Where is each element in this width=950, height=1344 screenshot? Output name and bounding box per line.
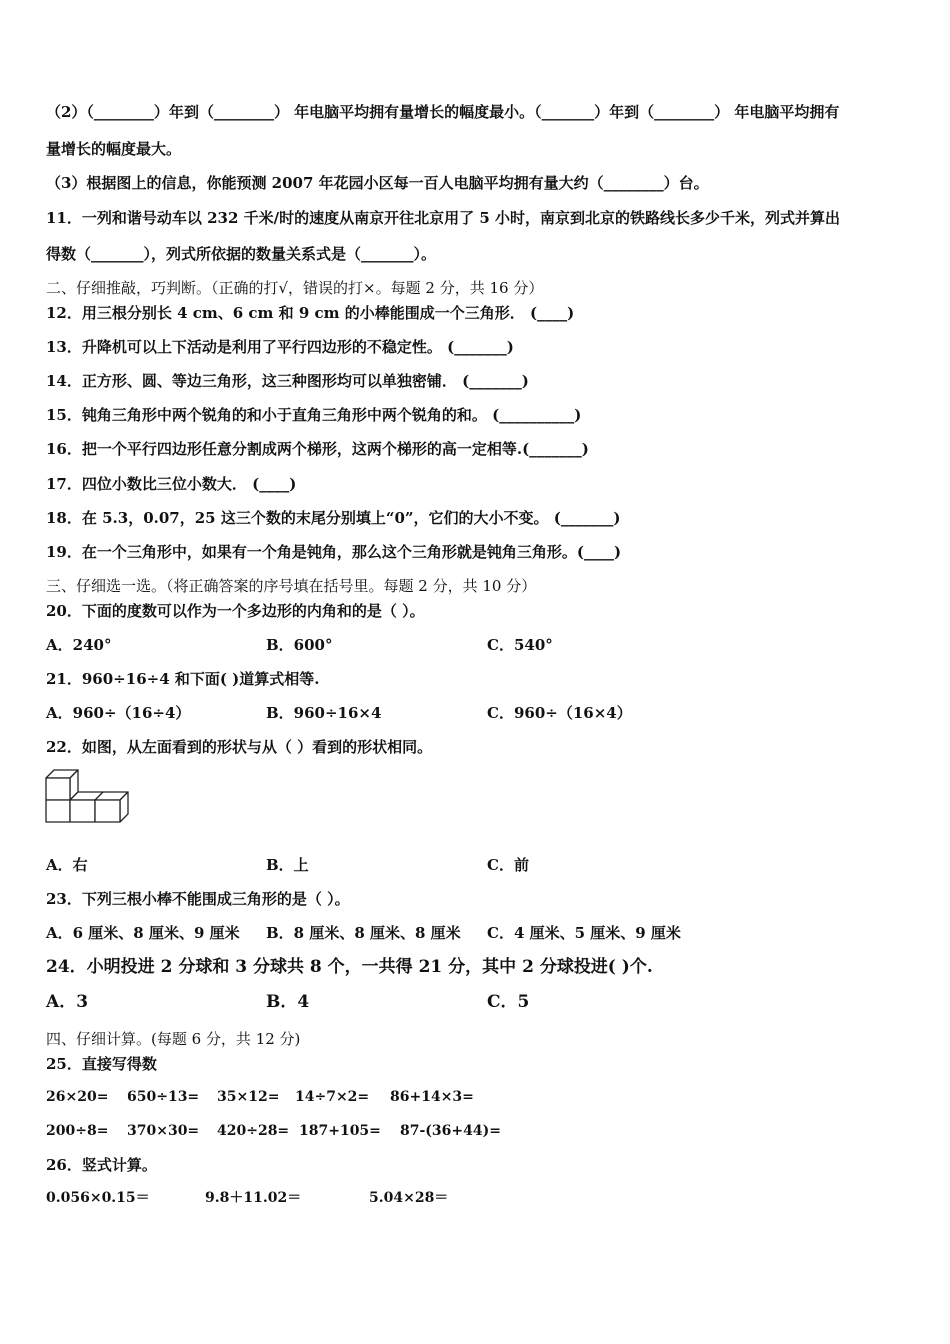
q21-option-b: B．960÷16×4 [266,704,382,722]
q23-option-b: B．8 厘米、8 厘米、8 厘米 [266,924,461,942]
q25-r2-item2: 370×30= [127,1123,200,1139]
q26-stem: 26．竖式计算。 [46,1156,157,1174]
q25-r2-item5: 87-(36+44)= [400,1123,501,1139]
q17: 17．四位小数比三位小数大． (____) [46,475,297,493]
q25-r1-item5: 86+14×3= [390,1089,474,1105]
q23-stem: 23．下列三根小棒不能围成三角形的是（ ）。 [46,890,350,908]
q19: 19．在一个三角形中，如果有一个角是钝角，那么这个三角形就是钝角三角形。(____) [46,543,622,561]
q11-line1: 11．一列和谐号动车以 232 千米/时的速度从南京开往北京用了 5 小时，南京到北京的铁路线长多少千米，列式并算出 [46,209,840,227]
q11-line2: 得数（_______），列式所依据的数量关系式是（_______）。 [46,245,437,263]
q25-r1-item2: 650÷13= [127,1089,200,1105]
q16: 16．把一个平行四边形任意分割成两个梯形，这两个梯形的高一定相等.(_______) [46,440,589,458]
q23-option-c: C．4 厘米、5 厘米、9 厘米 [487,924,681,942]
q24-option-c: C．5 [487,992,530,1012]
q22-stem: 22．如图，从左面看到的形状与从（ ）看到的形状相同。 [46,738,433,756]
q26-item1: 0.056×0.15＝ [46,1190,150,1206]
q21-option-a: A．960÷（16÷4） [46,704,191,722]
q25-r2-item1: 200÷8= [46,1123,109,1139]
q20-option-a: A．240° [46,636,112,654]
section3-heading: 三、仔细选一选。（将正确答案的序号填在括号里。每题 2 分，共 10 分） [46,577,537,595]
q24-option-b: B．4 [266,992,310,1012]
section4-heading: 四、仔细计算。(每题 6 分，共 12 分) [46,1030,301,1048]
q22-cubes-figure [44,766,136,826]
q10-part2-line2: 量增长的幅度最大。 [46,140,182,158]
q25-r2-item4: 187+105= [299,1123,381,1139]
q25-r1-item4: 14÷7×2= [295,1089,370,1105]
q24-option-a: A．3 [46,992,89,1012]
q22-option-a: A．右 [46,856,88,874]
q20-option-c: C．540° [487,636,553,654]
q21-option-c: C．960÷（16×4） [487,704,632,722]
q25-r1-item1: 26×20= [46,1089,109,1105]
section2-heading: 二、仔细推敲，巧判断。（正确的打√，错误的打×。每题 2 分，共 16 分） [46,279,544,297]
q22-option-b: B．上 [266,856,309,874]
q25-stem: 25．直接写得数 [46,1055,157,1073]
q12: 12．用三根分别长 4 cm、6 cm 和 9 cm 的小棒能围成一个三角形． (____) [46,304,575,322]
q20-option-b: B．600° [266,636,333,654]
q13: 13．升降机可以上下活动是利用了平行四边形的不稳定性。 (_______) [46,338,514,356]
q24-stem: 24．小明投进 2 分球和 3 分球共 8 个，一共得 21 分，其中 2 分球投进( )个. [46,957,653,977]
q23-option-a: A．6 厘米、8 厘米、9 厘米 [46,924,240,942]
q10-part2-line1: （2）（________）年到（________） 年电脑平均拥有量增长的幅度最小。（_______）年到（________） 年电脑平均拥有 [46,103,840,121]
q25-r1-item3: 35×12= [217,1089,280,1105]
q25-r2-item3: 420÷28= [217,1123,290,1139]
q18: 18．在 5.3，0.07，25 这三个数的末尾分别填上“0”，它们的大小不变。 (_______) [46,509,621,527]
q21-stem: 21．960÷16÷4 和下面( )道算式相等. [46,670,320,688]
q26-item2: 9.8＋11.02＝ [205,1190,302,1206]
q14: 14．正方形、圆、等边三角形，这三种图形均可以单独密铺． (_______) [46,372,529,390]
q10-part3: （3）根据图上的信息，你能预测 2007 年花园小区每一百人电脑平均拥有量大约（________）台。 [46,174,709,192]
q15: 15．钝角三角形中两个锐角的和小于直角三角形中两个锐角的和。 (__________) [46,406,582,424]
q20-stem: 20．下面的度数可以作为一个多边形的内角和的是（ ）。 [46,602,425,620]
q22-option-c: C．前 [487,856,529,874]
q26-item3: 5.04×28＝ [369,1190,449,1206]
